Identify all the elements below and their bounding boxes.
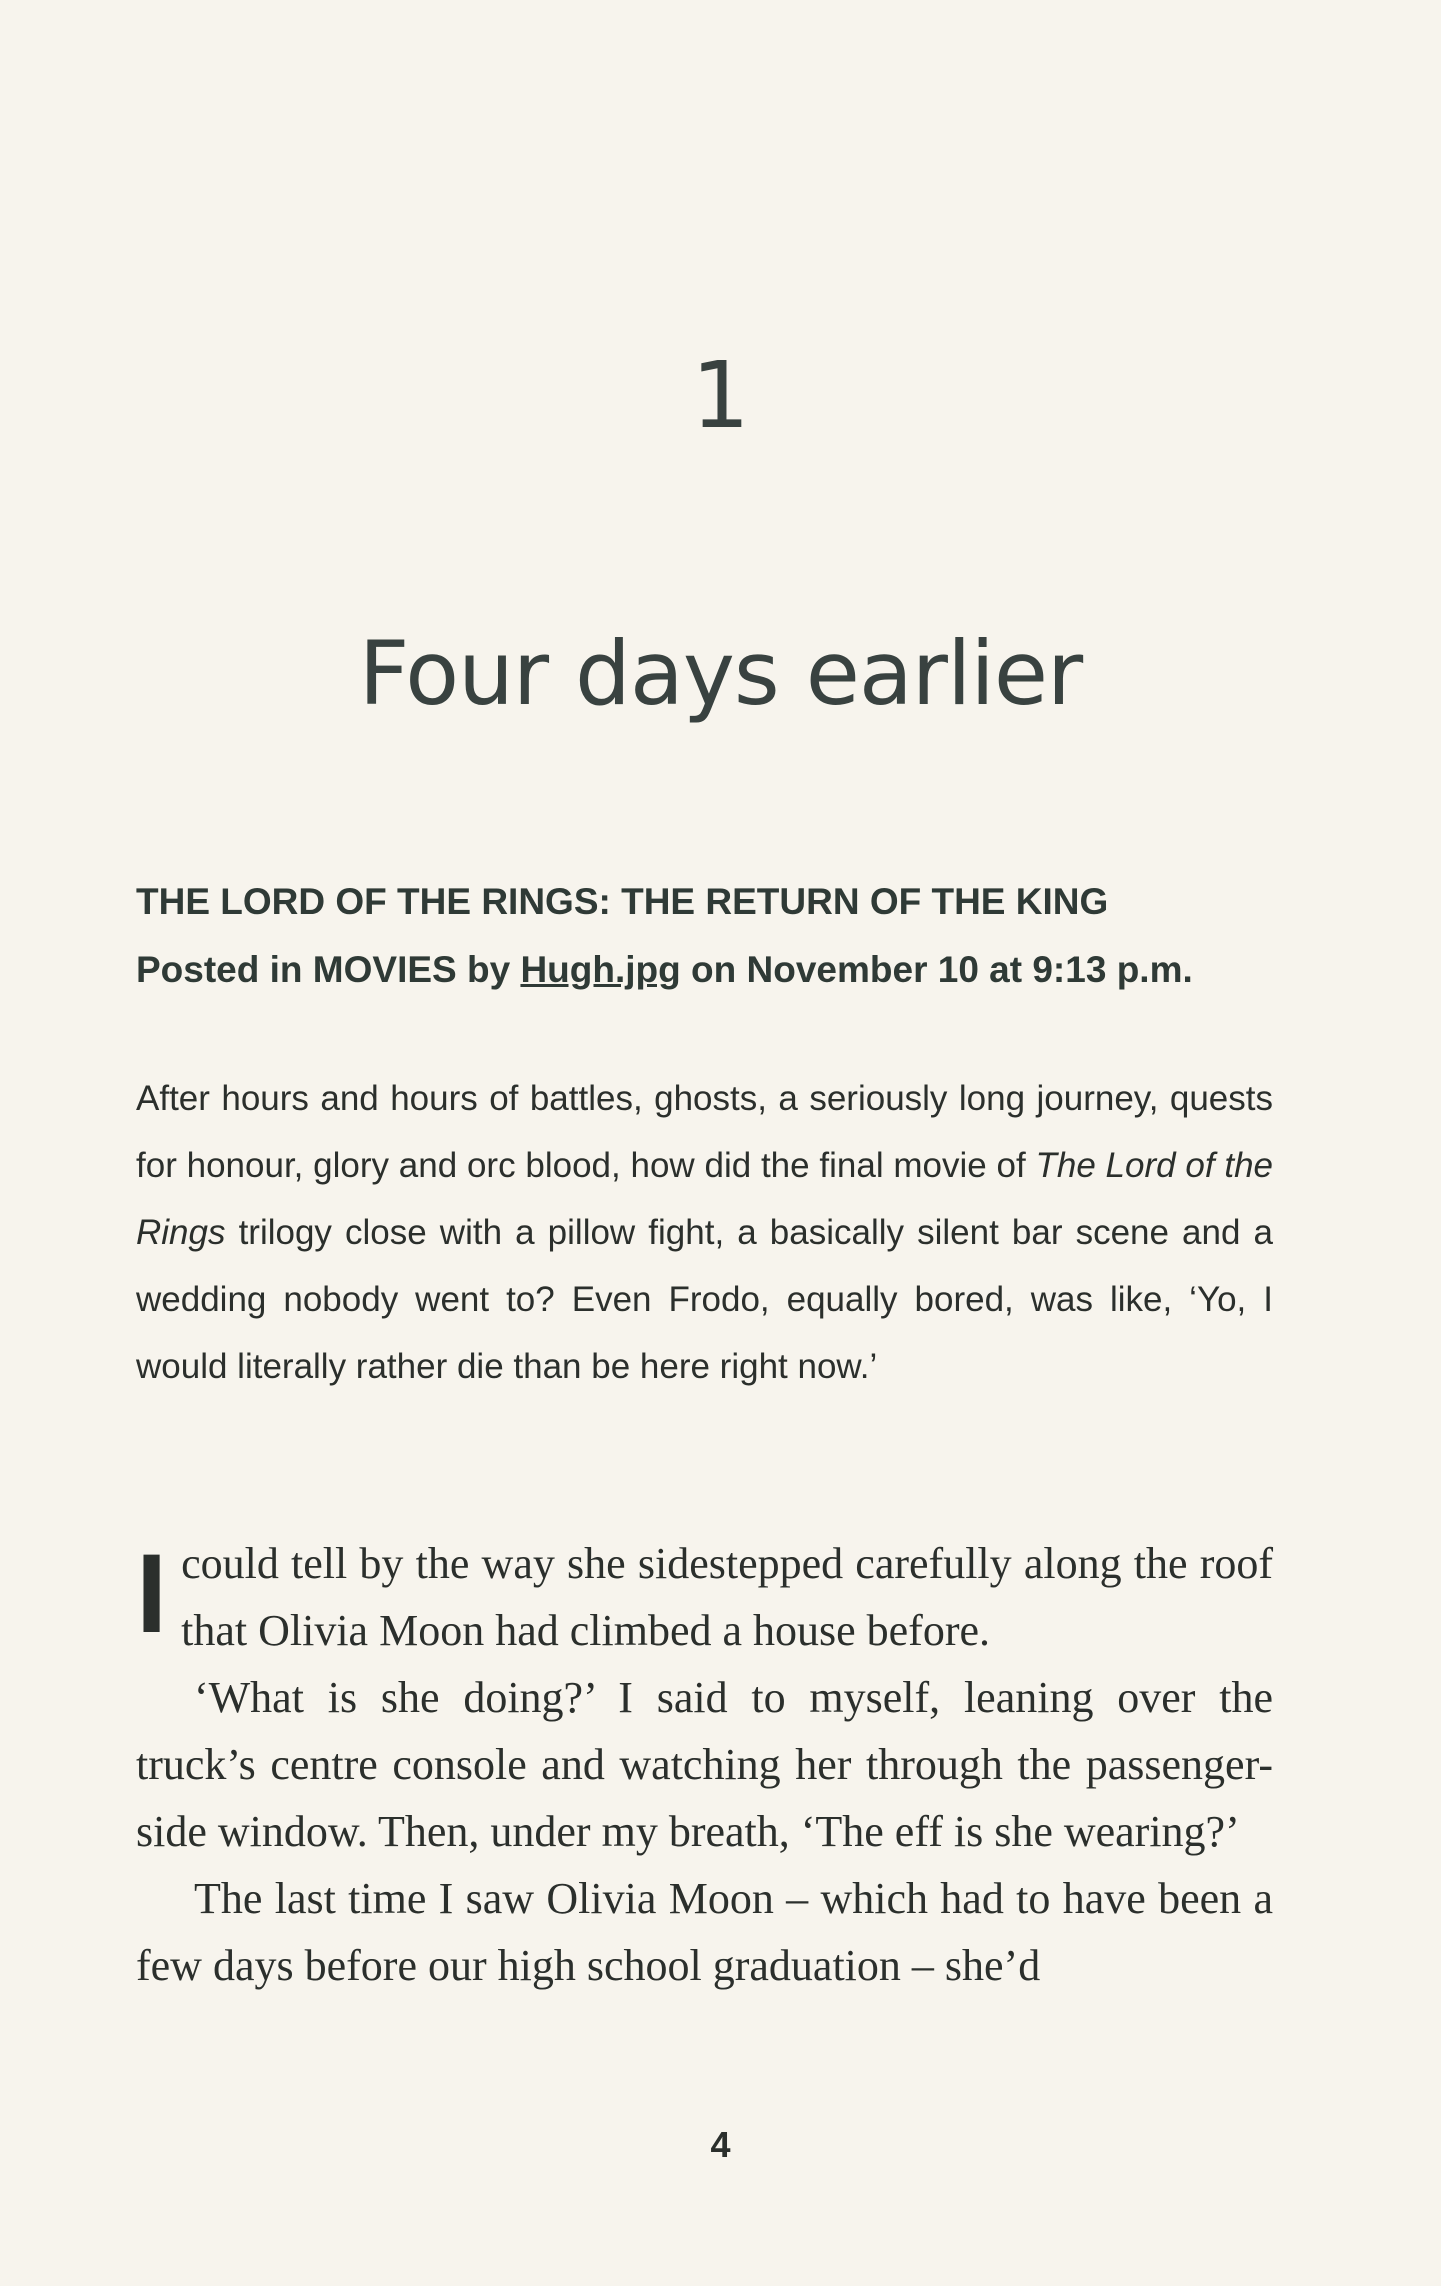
page-number: 4 bbox=[710, 2124, 731, 2165]
post-body-start: After hours and hours of battles, ghosts, a seriously long journey, quests for honour, glory and orc blood, how did the final movie of bbox=[136, 1079, 1273, 1185]
byline-prefix: Posted in MOVIES by bbox=[136, 949, 521, 990]
blog-post-header bbox=[136, 868, 1306, 1004]
chapter-number: 1 bbox=[691, 342, 750, 449]
post-byline bbox=[136, 936, 1306, 1004]
story-paragraph-2: ‘What is she doing?’ I said to myself, leaning over the truck’s centre console and watching her through the passenger-side window. Then, under my breath, ‘The eff is she wearing?’ bbox=[136, 1673, 1273, 1856]
drop-cap: I bbox=[136, 1531, 168, 1656]
author-link[interactable]: Hugh.jpg bbox=[520, 949, 681, 990]
post-body bbox=[136, 1065, 1273, 1400]
chapter-title: Four days earlier bbox=[358, 622, 1083, 725]
post-body-italic-title: The Lord of the Rings bbox=[136, 1146, 1273, 1252]
story-paragraph-3: The last time I saw Olivia Moon – which had to have been a few days before our high school graduation – she’d bbox=[136, 1874, 1273, 1990]
story-paragraph-1-text: could tell by the way she sidestepped carefully along the roof that Olivia Moon had climbed a house before. bbox=[181, 1539, 1273, 1655]
post-title: THE LORD OF THE RINGS: THE RETURN OF THE KING bbox=[136, 881, 1109, 922]
byline-suffix: on November 10 at 9:13 p.m. bbox=[680, 949, 1193, 990]
story-text bbox=[136, 1530, 1273, 1999]
post-body-end: trilogy close with a pillow fight, a basically silent bar scene and a wedding nobody went to? Even Frodo, equally bored, was like, ‘Yo, I would literally rather die than be here right now.’ bbox=[136, 1213, 1273, 1386]
story-paragraph-1 bbox=[136, 1530, 1273, 1664]
